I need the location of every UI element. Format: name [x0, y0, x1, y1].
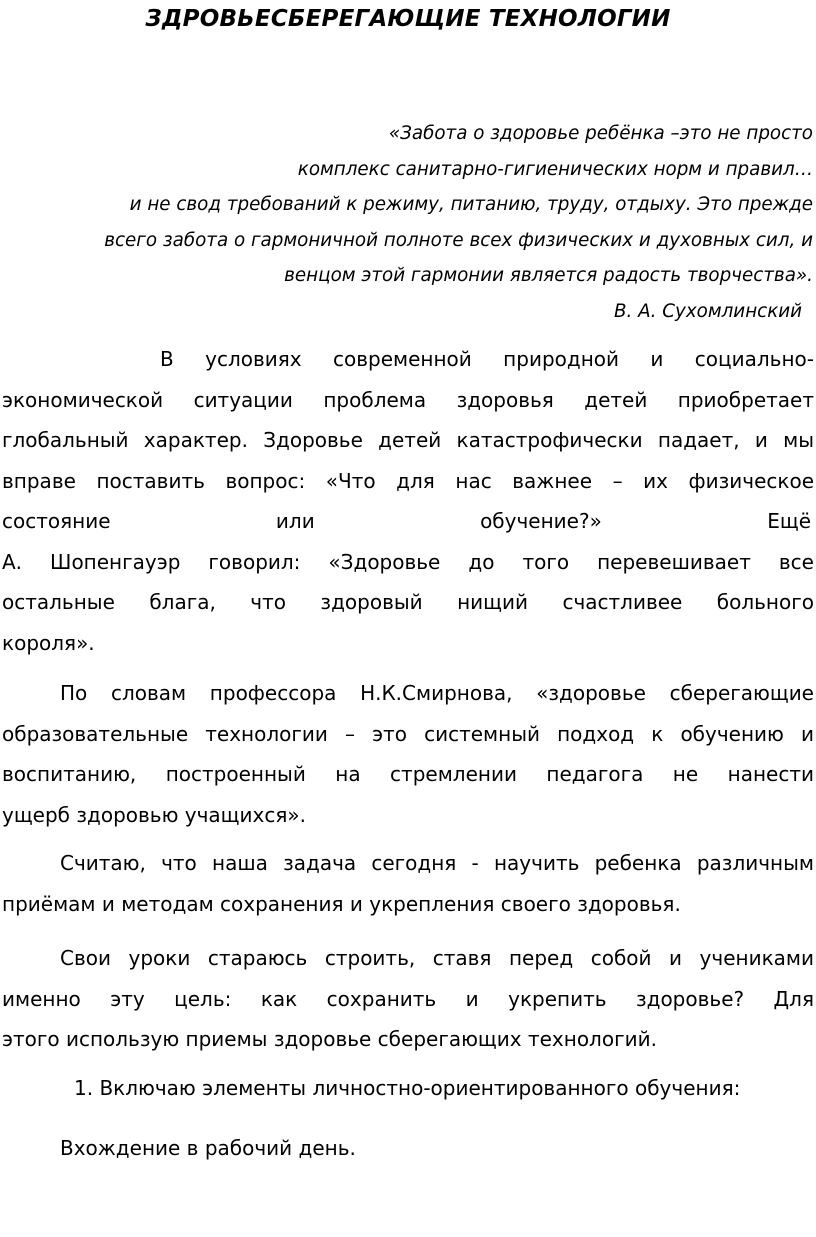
paragraph-line: А. Шопенгауэр говорил: «Здоровье до того перевешивает все: [2, 549, 814, 574]
paragraph-line: По словам профессора Н.К.Смирнова, «здоровье сберегающие: [60, 681, 814, 705]
paragraph-line: воспитанию, построенный на стремлении педагога не нанести: [2, 762, 814, 786]
paragraph-line: образовательные технологии – это системный подход к обучению и: [2, 721, 814, 746]
epigraph-line: венцом этой гармонии является радость творчества».: [284, 265, 813, 286]
paragraph-line: состояние или обучение?» Ещё: [2, 509, 811, 533]
paragraph-line: Считаю, что наша задача сегодня - научить ребенка различным: [60, 851, 814, 875]
epigraph-line: комплекс санитарно-гигиенических норм и правил…: [297, 158, 813, 180]
paragraph-smirnov: [2, 673, 814, 835]
epigraph-line: и не свод требований к режиму, питанию, труду, отдыху. Это прежде: [129, 194, 813, 215]
paragraph-line: именно эту цель: как сохранить и укрепить здоровье? Для: [2, 986, 814, 1011]
paragraph-line: остальные блага, что здоровый нищий счастливее больного: [2, 590, 814, 614]
section-subheading: Вхождение в рабочий день.: [60, 1136, 356, 1160]
paragraph-line: экономической ситуации проблема здоровья детей приобретает: [2, 387, 814, 412]
epigraph-line: всего забота о гармоничной полноте всех физических и духовных сил, и: [104, 229, 813, 251]
paragraph-line: вправе поставить вопрос: «Что для нас важнее – их физическое: [2, 468, 814, 493]
document-title: ЗДРОВЬЕСБЕРЕГАЮЩИЕ ТЕХНОЛОГИИ: [145, 6, 671, 32]
paragraph-line: В условиях современной природной и социально-: [160, 347, 814, 371]
paragraph-line: этого использую приемы здоровье сберегающих технологий.: [2, 1027, 657, 1051]
paragraph-line: ущерб здоровью учащихся».: [2, 802, 306, 827]
paragraph-lessons: [2, 938, 814, 1060]
epigraph-quote: [40, 116, 813, 329]
numbered-list-item: 1. Включаю элементы личностно-ориентированного обучения:: [74, 1076, 741, 1100]
paragraph-task: [2, 843, 814, 924]
paragraph-line: приёмам и методам сохранения и укрепления своего здоровья.: [2, 891, 681, 916]
epigraph-author: В. А. Сухомлинский: [613, 300, 802, 322]
paragraph-line: Свои уроки стараюсь строить, ставя перед собой и учениками: [60, 946, 814, 970]
epigraph-line: «Забота о здоровье ребёнка –это не просто: [388, 123, 813, 144]
paragraph-line: глобальный характер. Здоровье детей катастрофически падает, и мы: [2, 428, 814, 452]
paragraph-intro: [2, 339, 814, 663]
paragraph-line: короля».: [2, 630, 95, 655]
